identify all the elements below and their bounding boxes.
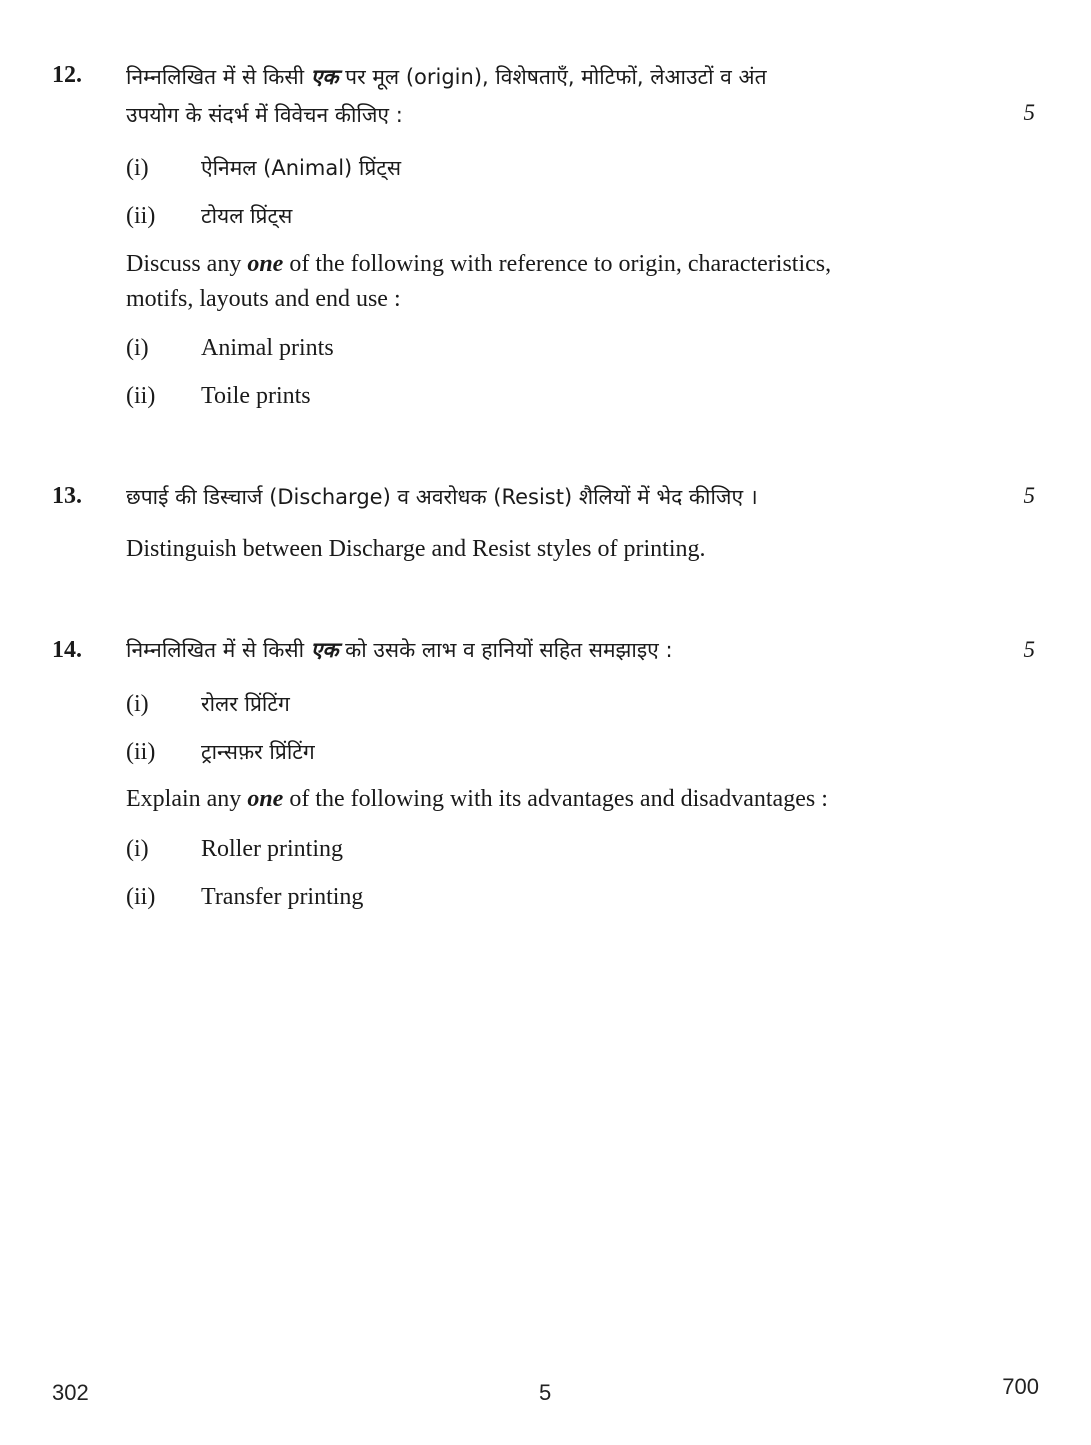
hindi-prompt-line-2: उपयोग के संदर्भ में विवेचन कीजिए :: [126, 103, 403, 127]
option-numeral: (ii): [126, 739, 156, 765]
hindi-text: पर मूल (origin), विशेषताएँ, मोटिफों, लेआउटों व अंत: [338, 65, 767, 89]
hindi-option-i: [126, 686, 290, 721]
option-text: Animal prints: [201, 335, 334, 361]
english-text: Discuss any: [126, 251, 248, 277]
english-text: of the following with its advantages and disadvantages :: [283, 786, 828, 812]
hindi-option-i: [126, 150, 401, 185]
english-text: of the following with reference to origin, characteristics,: [283, 251, 832, 277]
question-number: 13.: [52, 483, 82, 509]
option-numeral: (i): [126, 691, 149, 717]
option-numeral: (i): [126, 836, 149, 862]
english-prompt: Distinguish between Discharge and Resist styles of printing.: [126, 536, 706, 562]
hindi-prompt: छपाई की डिस्चार्ज (Discharge) व अवरोधक (Resist) शैलियों में भेद कीजिए ।: [126, 485, 758, 509]
option-text: ट्रान्सफ़र प्रिंटिंग: [201, 740, 315, 764]
question-number: 12.: [52, 62, 82, 88]
hindi-text: को उसके लाभ व हानियों सहित समझाइए :: [338, 638, 673, 662]
english-prompt: [126, 782, 986, 816]
option-text: Transfer printing: [201, 884, 364, 910]
english-prompt-line-1: [126, 247, 986, 281]
footer-subject-code: 302: [52, 1380, 89, 1405]
option-numeral: (ii): [126, 203, 156, 229]
english-option-i: [126, 330, 334, 365]
option-numeral: (i): [126, 335, 149, 361]
english-option-ii: [126, 879, 363, 914]
question-marks: 5: [1023, 100, 1035, 125]
english-emphasis: one: [247, 251, 284, 277]
hindi-emphasis: एक: [310, 65, 339, 89]
english-emphasis: one: [247, 786, 284, 812]
footer-page-number: 5: [539, 1380, 552, 1405]
question-number: 14.: [52, 637, 82, 663]
hindi-emphasis: एक: [310, 638, 339, 662]
hindi-option-ii: [126, 198, 292, 233]
option-numeral: (ii): [126, 383, 156, 409]
option-numeral: (ii): [126, 884, 156, 910]
hindi-prompt-line-1: [126, 60, 986, 94]
hindi-prompt: [126, 633, 986, 667]
hindi-option-ii: [126, 734, 315, 769]
question-marks: 5: [1023, 483, 1035, 508]
option-text: टोयल प्रिंट्स: [201, 204, 293, 228]
option-text: रोलर प्रिंटिंग: [201, 692, 290, 716]
english-option-i: [126, 831, 343, 866]
option-numeral: (i): [126, 155, 149, 181]
english-option-ii: [126, 378, 311, 413]
question-marks: 5: [1023, 637, 1035, 662]
hindi-text: निम्नलिखित में से किसी: [126, 638, 311, 662]
hindi-text: निम्नलिखित में से किसी: [126, 65, 311, 89]
footer-series-number: 700: [1002, 1374, 1039, 1399]
english-prompt-line-2: motifs, layouts and end use :: [126, 286, 401, 312]
option-text: Roller printing: [201, 836, 343, 862]
english-text: Explain any: [126, 786, 248, 812]
option-text: ऐनिमल (Animal) प्रिंट्स: [201, 156, 402, 180]
option-text: Toile prints: [201, 383, 311, 409]
